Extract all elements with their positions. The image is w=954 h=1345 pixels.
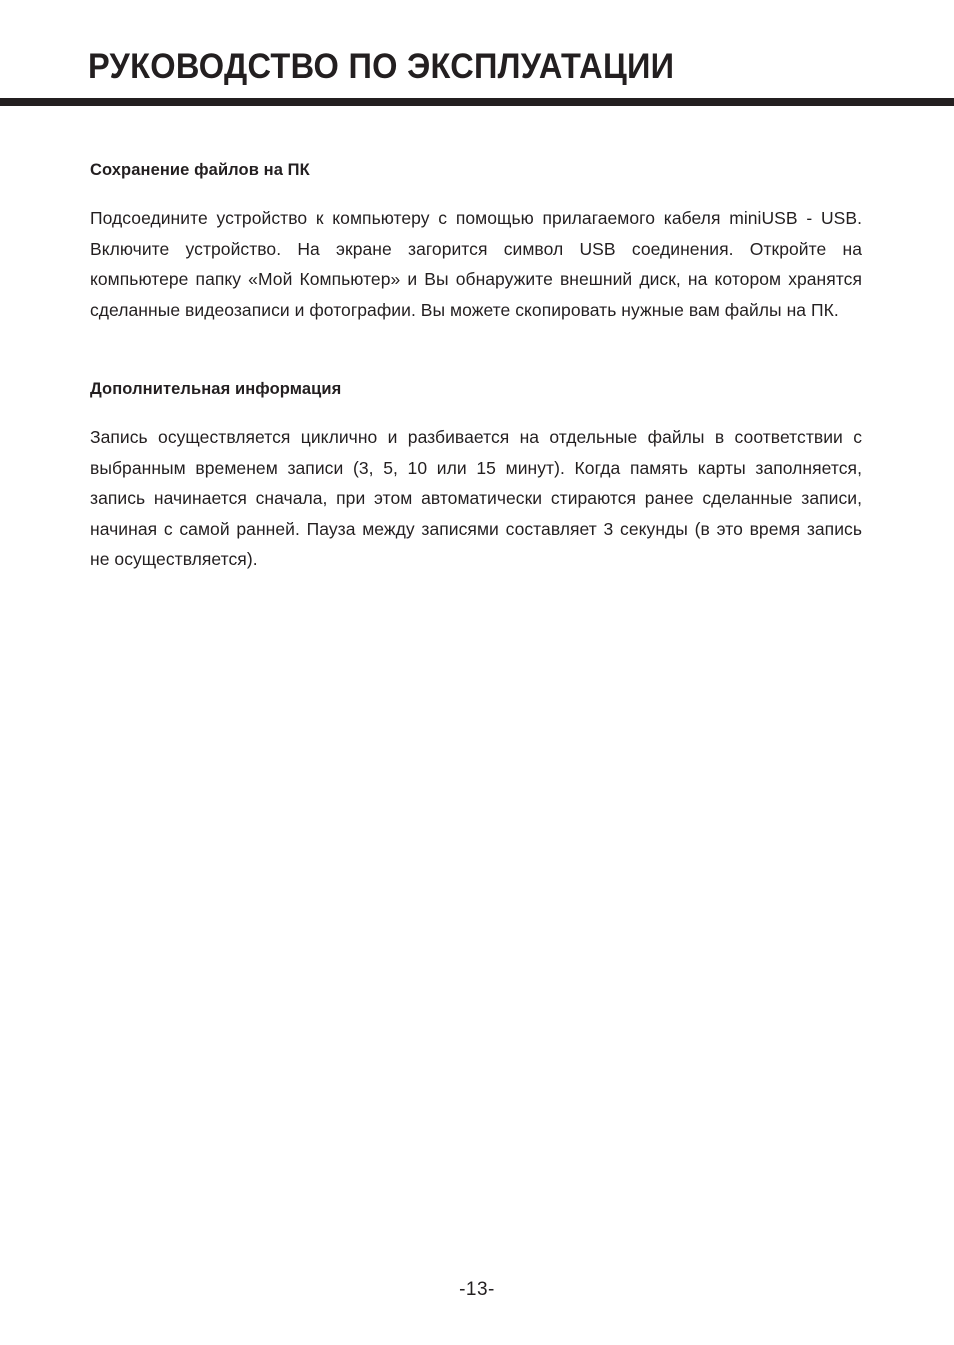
header-divider [0, 98, 954, 106]
section-paragraph: Запись осуществляется циклично и разбивается на отдельные файлы в соответствии с выбранным временем записи (3, 5, 10 или 15 минут). Когда память карты заполняется, запись начинается сначала, при этом автоматически стираются ранее сделанные записи, начиная с самой ранней. Пауза между записями составляет 3 секунды (в это время запись не осуществляется). [90, 427, 862, 569]
section-saving-files-to-pc [90, 159, 862, 325]
section-additional-information [90, 378, 862, 575]
page-footer [0, 1279, 954, 1301]
section-heading: Дополнительная информация [90, 380, 342, 398]
page-header [0, 0, 954, 106]
page-number: -13- [459, 1279, 495, 1300]
section-heading: Сохранение файлов на ПК [90, 161, 310, 179]
section-paragraph: Подсоедините устройство к компьютеру с помощью прилагаемого кабеля miniUSB - USB. Включите устройство. На экране загорится символ USB соединения. Откройте на компьютере папку «Мой Компьютер» и Вы обнаружите внешний диск, на котором хранятся сделанные видеозаписи и фотографии. Вы можете скопировать нужные вам файлы на ПК. [90, 208, 862, 320]
page-content [0, 106, 954, 1345]
page-title: РУКОВОДСТВО ПО ЭКСПЛУАТАЦИИ [88, 47, 675, 86]
